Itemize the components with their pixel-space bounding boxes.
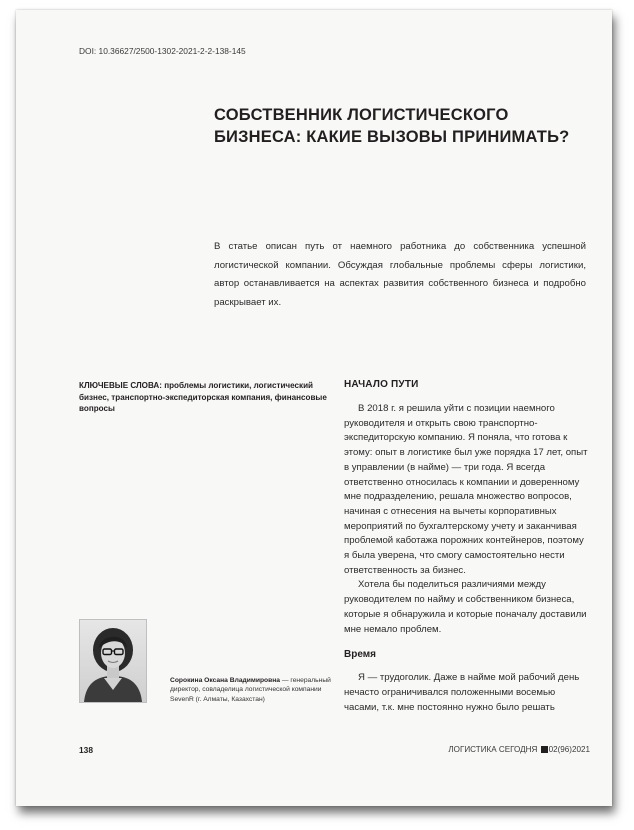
abstract: В статье описан путь от наемного работника до собственника успешной логистической компании. Обсуждая глобальные проблемы сферы логистики, автор останавливается на аспектах развития собственного бизнеса и подробно раскрывает их. [214,241,586,308]
author-name: Сорокина Оксана Владимировна [170,677,281,684]
doi-line: DOI: 10.36627/2500-1302-2021-2-2-138-145 [79,46,246,56]
author-portrait-image [80,620,146,702]
running-footer [448,745,590,754]
article-body [344,379,590,715]
issue-number: 02(96)2021 [548,745,590,754]
keywords: КЛЮЧЕВЫЕ СЛОВА: проблемы логистики, логистический бизнес, транспортно-экспедиторская компания, финансовые вопросы [79,381,327,414]
journal-page [16,10,612,806]
section-heading: НАЧАЛО ПУТИ [344,379,419,390]
page-number: 138 [79,745,93,755]
author-photo [79,619,147,703]
body-paragraph: Хотела бы поделиться различиями между руководителем по найму и собственником бизнеса, которые я обнаружила и которые поначалу доставили мне немало проблем. [344,579,587,635]
subsection-heading: Время [344,649,376,661]
square-bullet-icon [541,746,548,753]
body-paragraph: В 2018 г. я решила уйти с позиции наемного руководителя и открыть свою транспортно-экспедиторскую компанию. Я поняла, что готова к этому: опыт в логистике был уже порядка 17 лет, опыт в управлении (в найме) — три года. Я всегда ответственно относилась к компании и доверенному мне подразделению, решала множество вопросов, начиная с отнесения на вычеты корпоративных мероприятий по бухгалтерскому учету и заканчивая проблемой каботажа порожних контейнеров, поэтому я была уверена, что смогу самостоятельно нести ответственность за бизнес. [344,403,588,576]
author-description: — генеральный директор, совладелица логистической компании SevenR (г. Алматы, Казахстан) [170,677,331,703]
author-info [170,676,340,704]
body-paragraph: Я — трудоголик. Даже в найме мой рабочий день нечасто ограничивался положенными восемью часами, т.к. мне постоянно нужно было решать [344,672,580,713]
journal-name: ЛОГИСТИКА СЕГОДНЯ [448,745,538,754]
article-title: СОБСТВЕННИК ЛОГИСТИЧЕСКОГО БИЗНЕСА: КАКИЕ ВЫЗОВЫ ПРИНИМАТЬ? [214,106,570,146]
